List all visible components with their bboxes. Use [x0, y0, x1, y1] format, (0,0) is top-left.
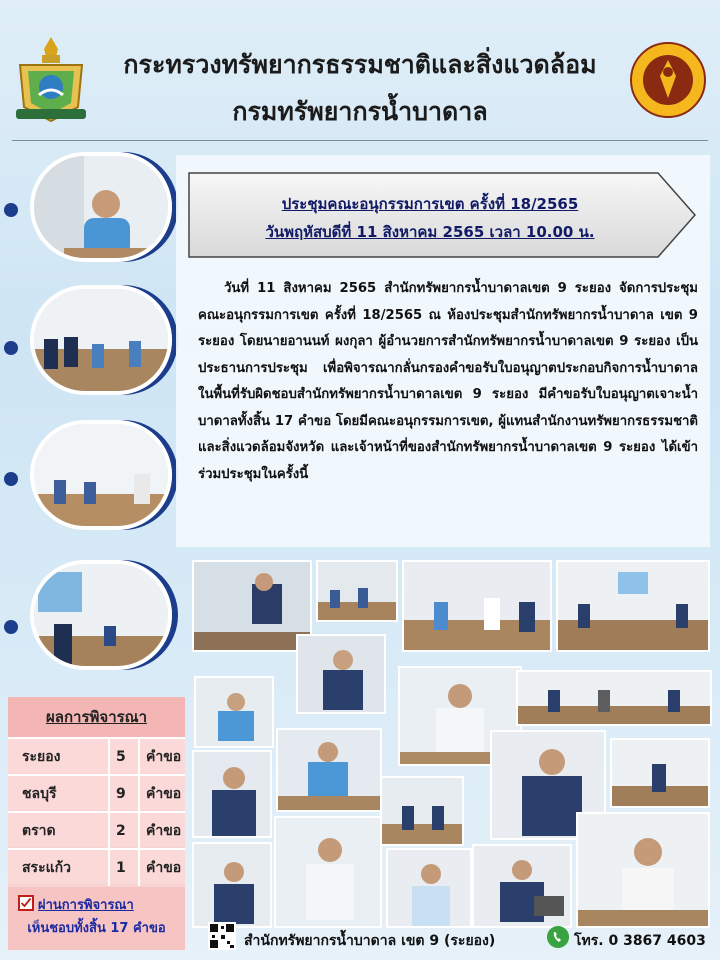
- collage-photo: [610, 738, 710, 808]
- timeline-dot: [4, 203, 18, 217]
- table-row: [8, 774, 185, 810]
- timeline-dot: [4, 620, 18, 634]
- page-header: [0, 0, 720, 145]
- meeting-photo-presentation: [30, 560, 172, 670]
- count-cell: 9: [116, 786, 126, 802]
- province-cell: ชลบุรี: [22, 786, 57, 802]
- results-table: [8, 697, 185, 950]
- collage-photo: [380, 776, 464, 846]
- page-footer: [200, 920, 720, 960]
- meeting-photo-room: [30, 285, 172, 395]
- unit-cell: คำขอ: [146, 786, 182, 802]
- department-title: กรมทรัพยากรน้ำบาดาล: [232, 97, 488, 126]
- collage-photo: [402, 560, 552, 652]
- meeting-title: ประชุมคณะอนุกรรมการเขต ครั้งที่ 18/2565: [281, 195, 579, 213]
- unit-cell: คำขอ: [146, 823, 182, 839]
- ministry-title: กระทรวงทรัพยากรธรรมชาติและสิ่งแวดล้อม: [123, 50, 597, 79]
- collage-photo: [276, 728, 382, 812]
- timeline-dot: [4, 341, 18, 355]
- department-seal-icon: [630, 42, 706, 118]
- phone-icon: [547, 926, 569, 948]
- province-cell: สระแก้ว: [22, 860, 71, 876]
- approval-summary: เห็นชอบทั้งสิ้น 17 คำขอ: [27, 921, 166, 936]
- collage-photo: [274, 816, 382, 928]
- office-name: สำนักทรัพยากรน้ำบาดาล เขต 9 (ระยอง): [244, 933, 496, 949]
- province-cell: ระยอง: [22, 749, 61, 765]
- collage-photo: [386, 848, 472, 928]
- results-title: ผลการพิจารณา: [8, 697, 185, 737]
- province-cell: ตราด: [22, 823, 56, 839]
- meeting-datetime: วันพฤหัสบดีที่ 11 สิงหาคม 2565 เวลา 10.00 น.: [265, 223, 595, 241]
- collage-photo: [576, 812, 710, 928]
- collage-photo: [472, 844, 572, 928]
- timeline-dot: [4, 472, 18, 486]
- collage-photo: [192, 560, 312, 652]
- collage-photo: [516, 670, 712, 726]
- collage-photo: [556, 560, 710, 652]
- collage-photo: [296, 634, 386, 714]
- table-row: [8, 737, 185, 773]
- contact-phone: โทร. 0 3867 4603: [574, 933, 706, 949]
- header-divider: [12, 140, 708, 141]
- meeting-body-text: วันที่ 11 สิงหาคม 2565 สำนักทรัพยากรน้ำบาดาลเขต 9 ระยอง จัดการประชุมคณะอนุกรรมการเขต ครั้งที่ 18/2565 ณ ห้องประชุมสำนักทรัพยากรน้ำบาดาล เขต 9 ระยอง โดยนายอานนท์ ผงกุลา ผู้อำนวยการสำนักทรัพยากรน้ำบาดาลเขต 9 ระยอง เป็นประธานการประชุม เพื่อพิจารณากลั่นกรองคำขอรับใบอนุญาตประกอบกิจการน้ำบาดาลในพื้นที่รับผิดชอบสำนักทรัพยากรน้ำบาดาลเขต 9 ระยอง มีคำขอรับใบอนุญาตเจาะน้ำบาดาลทั้งสิ้น 17 คำขอ โดยมีคณะอนุกรรมการเขต, ผู้แทนสำนักงานทรัพยากรธรรมชาติและสิ่งแวดล้อมจังหวัด และเจ้าหน้าที่ของสำนักทรัพยากรน้ำบาดาลเขต 9 ระยอง ได้เข้าร่วมประชุมในครั้งนี้: [198, 281, 698, 482]
- count-cell: 2: [116, 823, 126, 839]
- meeting-photo-table: [30, 420, 172, 530]
- approval-status: ผ่านการพิจารณา: [38, 898, 134, 913]
- collage-photo: [316, 560, 398, 622]
- unit-cell: คำขอ: [146, 749, 182, 765]
- table-row: [8, 848, 185, 884]
- unit-cell: คำขอ: [146, 860, 182, 876]
- table-row: [8, 811, 185, 847]
- ministry-seal-icon: [12, 35, 90, 125]
- collage-photo: [194, 676, 274, 748]
- checkmark-icon: [18, 895, 34, 911]
- count-cell: 5: [116, 749, 126, 765]
- meeting-photo-chair: [30, 152, 172, 262]
- photo-collage: [190, 558, 712, 930]
- results-summary: [8, 887, 185, 950]
- collage-photo: [192, 750, 272, 838]
- qr-code-icon: [208, 922, 236, 950]
- collage-photo: [192, 842, 272, 928]
- count-cell: 1: [116, 860, 126, 876]
